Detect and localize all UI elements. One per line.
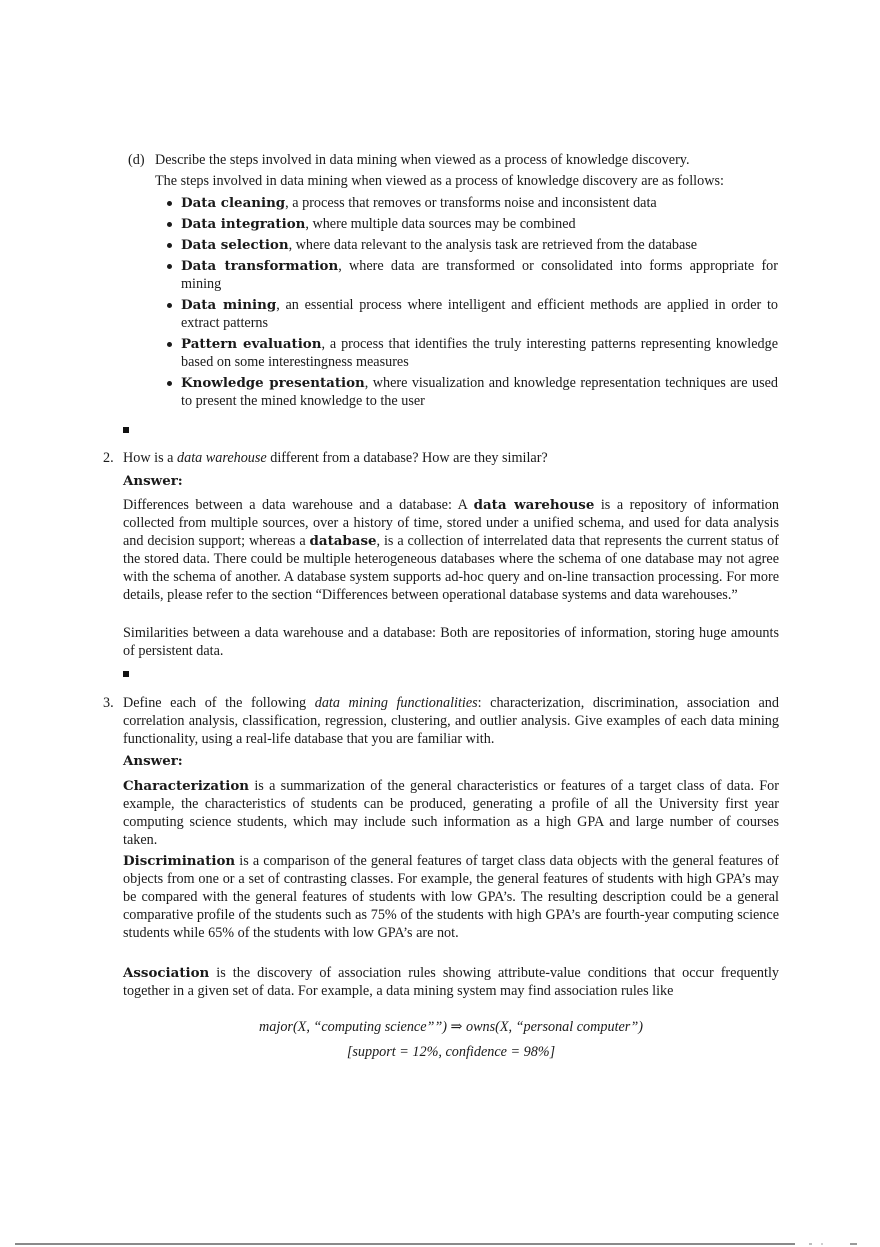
answer-3-label: Answer: — [123, 753, 183, 769]
diff-term-database: database — [309, 533, 377, 549]
answer-2-similarities: Similarities between a data warehouse and a database: Both are repositories of information, storing huge amounts of persistent data. — [123, 625, 779, 659]
question-2-post: different from a database? How are they similar? — [266, 450, 548, 466]
question-2-text — [123, 449, 779, 467]
bullet-icon — [167, 201, 172, 206]
step-desc: , where data relevant to the analysis task are retrieved from the database — [288, 237, 698, 253]
association-rule-metrics: [support = 12%, confidence = 98%] — [346, 1044, 556, 1060]
discrimination-term: Discrimination — [123, 853, 236, 869]
step-desc: , where data are transformed or consolidated into forms appropriate for mining — [181, 258, 778, 292]
step-desc: , where multiple data sources may be combined — [305, 216, 576, 232]
list-item — [164, 194, 778, 212]
diff-text-1: Differences between a data warehouse and a database: A — [123, 497, 474, 513]
step-term: Knowledge presentation — [181, 375, 365, 391]
answer-2-label: Answer: — [123, 473, 183, 489]
step-desc: , a process that removes or transforms noise and inconsistent data — [285, 195, 657, 211]
association-text: is the discovery of association rules showing attribute-value conditions that occur frequently together in a given set of data. For example, a data mining system may find association rules like — [123, 965, 779, 999]
page-bottom-rule — [15, 1243, 795, 1245]
step-term: Data cleaning — [181, 195, 286, 211]
diff-term-warehouse: data warehouse — [473, 497, 595, 513]
step-term: Data mining — [181, 297, 277, 313]
question-2-pre: How is a — [123, 450, 177, 466]
question-3-emphasis: data mining functionalities — [314, 695, 478, 711]
step-term: Data transformation — [181, 258, 339, 274]
step-term: Data selection — [181, 237, 289, 253]
list-item — [164, 257, 778, 293]
characterization-text: is a summarization of the general characteristics or features of a target class of data. For example, the characteristics of students can be produced, generating a profile of all the University first year computing science students, which may include such information as a high GPA and large number of courses taken. — [123, 778, 779, 848]
question-2-emphasis: data warehouse — [177, 450, 267, 466]
diff-text-2: is a repository of information collected from multiple sources, over a history of time, stored under a unified schema, and used for data analysis and decision support; whereas a — [123, 497, 779, 549]
question-3-text — [123, 694, 779, 748]
association-term: Association — [123, 965, 210, 981]
answer-3-association — [123, 964, 779, 1000]
bullet-icon — [167, 222, 172, 227]
part-d-intro: The steps involved in data mining when viewed as a process of knowledge discovery are as follows: — [155, 173, 724, 189]
end-of-proof-icon — [123, 671, 129, 677]
answer-3-discrimination — [123, 852, 779, 942]
page-bottom-marks — [805, 1243, 865, 1245]
step-desc: , where visualization and knowledge representation techniques are used to present the mined knowledge to the user — [181, 375, 778, 409]
answer-3-characterization — [123, 777, 779, 849]
list-item — [164, 296, 778, 332]
bullet-icon — [167, 303, 172, 308]
answer-2-differences — [123, 496, 779, 604]
step-desc: , an essential process where intelligent and efficient methods are applied in order to extract patterns — [181, 297, 778, 331]
kdd-steps-list — [164, 194, 778, 413]
bullet-icon — [167, 264, 172, 269]
list-item — [164, 335, 778, 371]
step-term: Pattern evaluation — [181, 336, 322, 352]
question-2-number: 2. — [103, 450, 114, 466]
list-item — [164, 236, 778, 254]
bullet-icon — [167, 381, 172, 386]
list-item — [164, 374, 778, 410]
bullet-icon — [167, 342, 172, 347]
characterization-term: Characterization — [123, 778, 250, 794]
step-term: Data integration — [181, 216, 306, 232]
list-item — [164, 215, 778, 233]
discrimination-text: is a comparison of the general features of target class data objects with the general features of objects from one or a set of contrasting classes. For example, the general features of students with high GPA’s may be compared with the general features of students with low GPA’s. The resulting description could be a general comparative profile of the students such as 75% of the students with high GPA’s are fourth-year computing science students while 65% of the students with low GPA’s are not. — [123, 853, 779, 941]
step-desc: , a process that identifies the truly interesting patterns representing knowledge based on some interestingness measures — [181, 336, 778, 370]
diff-text-3: , is a collection of interrelated data that represents the current status of the stored data. There could be multiple heterogeneous databases where the schema of one database may not agree with the schema of another. A database system supports ad-hoc query and on-line transaction processing. For more details, please refer to the section “Differences between operational database systems and data warehouses.” — [123, 533, 779, 603]
part-d-question: Describe the steps involved in data mining when viewed as a process of knowledge discovery. — [155, 152, 690, 168]
association-rule-formula: major(X, “computing science””) ⇒ owns(X, “personal computer”) — [259, 1019, 643, 1035]
end-of-proof-icon — [123, 427, 129, 433]
question-3-post: : characterization, discrimination, association and correlation analysis, classification, regression, clustering, and outlier analysis. Give examples of each data mining functionality, using a real-life database that you are familiar with. — [123, 695, 779, 747]
question-3-pre: Define each of the following — [123, 695, 315, 711]
bullet-icon — [167, 243, 172, 248]
question-3-number: 3. — [103, 695, 114, 711]
part-d-label: (d) — [128, 152, 145, 168]
